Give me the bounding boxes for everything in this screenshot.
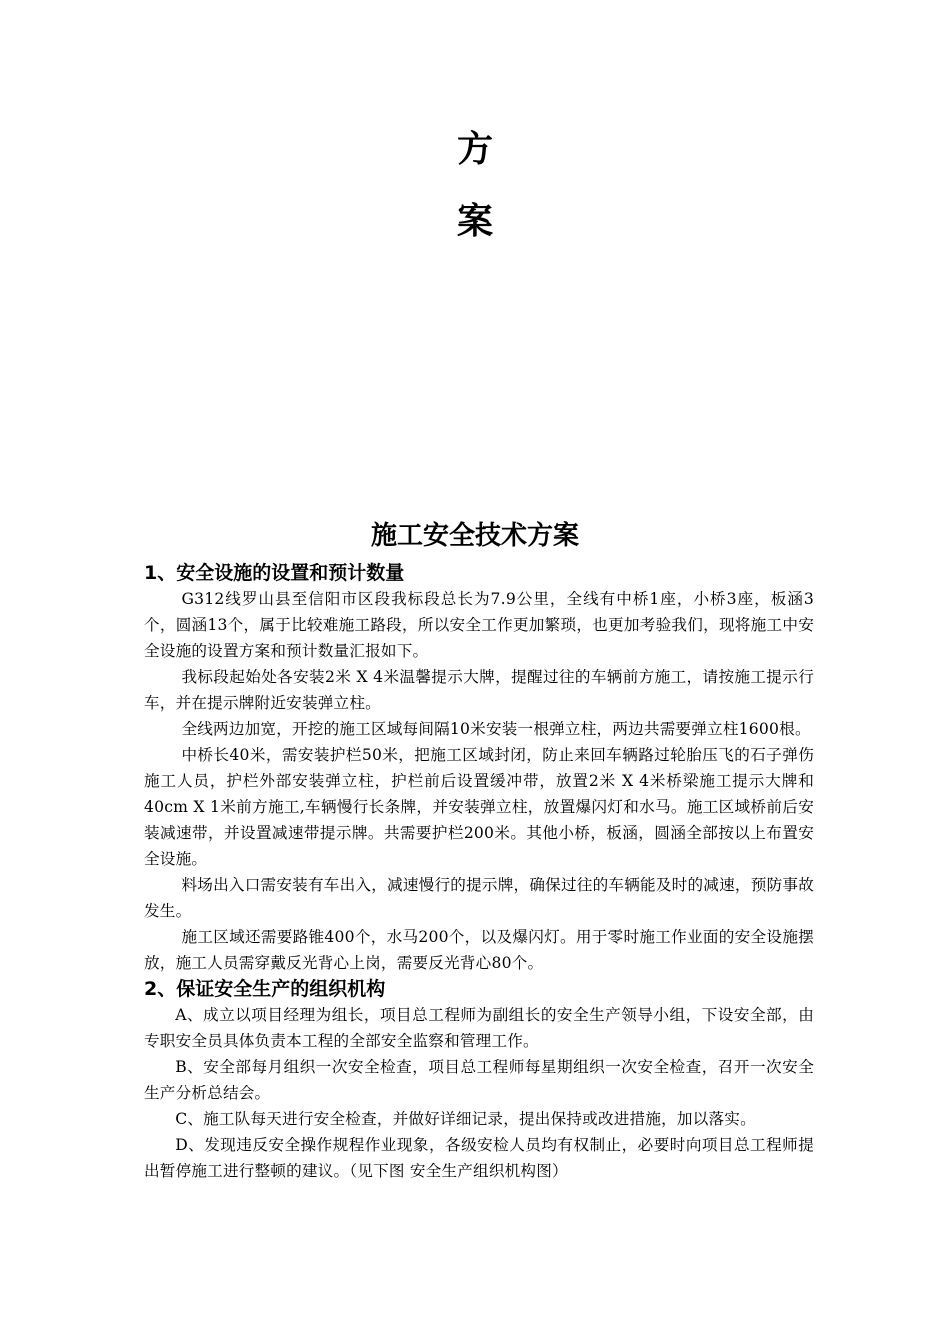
section-2-paragraph-a: A、成立以项目经理为组长，项目总工程师为副组长的安全生产领导小组，下设安全部，由专职安全员具体负责本工程的全部安全监察和管理工作。 (144, 1006, 814, 1050)
document-title: 施工安全技术方案 (370, 521, 579, 551)
section-2-paragraph-b: B、安全部每月组织一次安全检查，项目总工程师每星期组织一次安全检查，召开一次安全生产分析总结会。 (144, 1058, 814, 1102)
section-1-paragraph-2: 我标段起始处各安装2米 X 4米温馨提示大牌，提醒过往的车辆前方施工，请按施工提示行车，并在提示牌附近安装弹立柱。 (144, 668, 814, 712)
section-2-paragraph-c: C、施工队每天进行安全检查，并做好详细记录，提出保持或改进措施，加以落实。 (175, 1110, 756, 1128)
section-1-paragraph-1: G312线罗山县至信阳市区段我标段总长为7.9公里，全线有中桥1座，小桥3座，板涵3个，圆涵13个，属于比较难施工路段，所以安全工作更加繁琐，也更加考验我们，现将施工中安全设施的设置方案和预计数量汇报如下。 (144, 590, 814, 660)
document-body (144, 560, 814, 1184)
section-1-paragraph-3: 全线两边加宽，开挖的施工区域每间隔10米安装一根弹立柱，两边共需要弹立柱1600根。 (181, 720, 811, 738)
section-2-paragraph-d: D、发现违反安全操作规程作业现象，各级安检人员均有权制止，必要时向项目总工程师提出暂停施工进行整顿的建议。（见下图 安全生产组织机构图） (144, 1136, 814, 1180)
section-1-paragraph-4: 中桥长40米，需安装护栏50米，把施工区域封闭，防止来回车辆路过轮胎压飞的石子弹伤施工人员，护栏外部安装弹立柱，护栏前后设置缓冲带，放置2米 X 4米桥梁施工提示大牌和40cm X 1米前方施工,车辆慢行长条牌，并安装弹立柱，放置爆闪灯和水马。施工区域桥前后安装减速带，并设置减速带提示牌。共需要护栏200米。其他小桥，板涵，圆涵全部按以上布置安全设施。 (144, 746, 814, 868)
section-1-paragraph-6: 施工区域还需要路锥400个，水马200个，以及爆闪灯。用于零时施工作业面的安全设施摆放，施工人员需穿戴反光背心上岗，需要反光背心80个。 (144, 928, 814, 972)
cover-title-char-1: 方 (456, 129, 493, 170)
section-1-heading: 1、安全设施的设置和预计数量 (144, 562, 405, 584)
cover-title-char-2: 案 (456, 201, 493, 242)
section-2-heading: 2、保证安全生产的组织机构 (144, 978, 386, 1000)
section-1-paragraph-5: 料场出入口需安装有车出入，减速慢行的提示牌，确保过往的车辆能及时的减速，预防事故发生。 (144, 876, 814, 920)
